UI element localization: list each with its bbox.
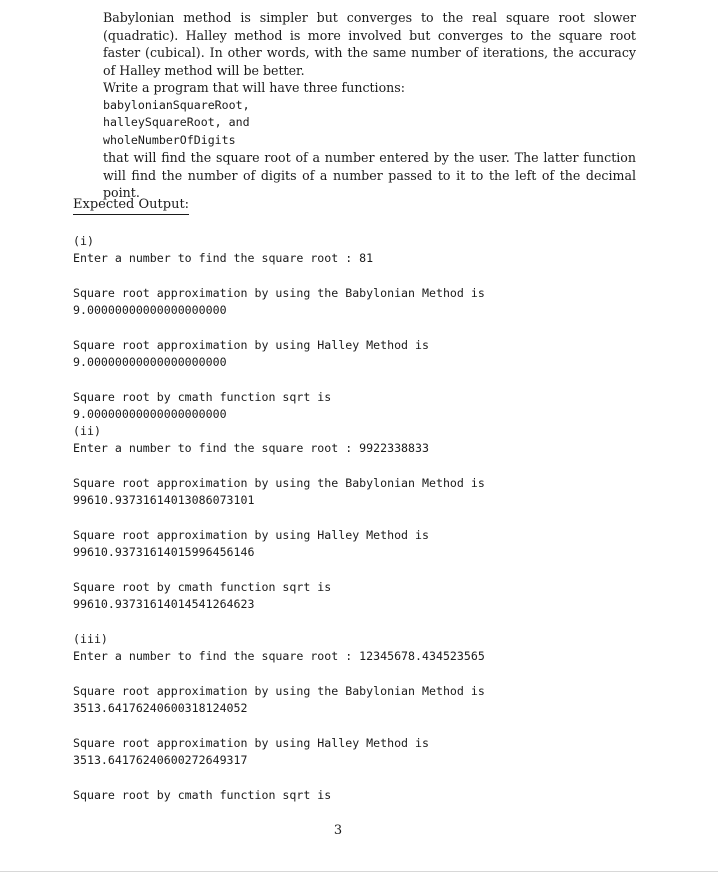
- babylonian-label: Square root approximation by using the Babylonian Method is: [73, 476, 485, 490]
- case-label: (i): [73, 234, 94, 248]
- halley-value: 99610.93731614015996456146: [73, 545, 255, 559]
- babylonian-value: 9.00000000000000000000: [73, 303, 227, 317]
- expected-output-heading: Expected Output:: [73, 196, 189, 215]
- cmath-value: 99610.93731614014541264623: [73, 597, 255, 611]
- case-label: (ii): [73, 424, 101, 438]
- input-prompt: Enter a number to find the square root : 81: [73, 251, 374, 265]
- page-number: 3: [333, 823, 343, 838]
- halley-value: 3513.64176240600272649317: [73, 753, 248, 767]
- intro-section: [103, 9, 636, 202]
- babylonian-value: 99610.93731614013086073101: [73, 493, 255, 507]
- babylonian-label: Square root approximation by using the Babylonian Method is: [73, 286, 485, 300]
- intro-paragraph: Babylonian method is simpler but converges to the real square root slower (quadratic). Halley method is more involved but converges to the square root faster (cubical). In other words, with the same number of iterations, the accuracy of Halley method will be better.: [103, 10, 636, 78]
- halley-label: Square root approximation by using Halley Method is: [73, 736, 429, 750]
- cmath-label: Square root by cmath function sqrt is: [73, 390, 332, 404]
- case-label: (iii): [73, 632, 108, 646]
- halley-label: Square root approximation by using Halley Method is: [73, 338, 429, 352]
- program-description: that will find the square root of a number entered by the user. The latter function will find the number of digits of a number passed to it to the left of the decimal point.: [103, 150, 636, 200]
- function-babylonian: babylonianSquareRoot,: [103, 97, 250, 112]
- input-prompt: Enter a number to find the square root : 12345678.434523565: [73, 649, 485, 663]
- input-prompt: Enter a number to find the square root : 9922338833: [73, 441, 429, 455]
- halley-label: Square root approximation by using Halley Method is: [73, 528, 429, 542]
- babylonian-value: 3513.64176240600318124052: [73, 701, 248, 715]
- program-instruction: Write a program that will have three functions:: [103, 80, 405, 95]
- function-digits: wholeNumberOfDigits: [103, 132, 236, 147]
- halley-value: 9.00000000000000000000: [73, 355, 227, 369]
- babylonian-label: Square root approximation by using the Babylonian Method is: [73, 684, 485, 698]
- cmath-value: 9.00000000000000000000: [73, 407, 227, 421]
- function-halley: halleySquareRoot, and: [103, 115, 250, 129]
- page-bottom-divider: [0, 871, 718, 872]
- cmath-label: Square root by cmath function sqrt is: [73, 788, 332, 802]
- cmath-label: Square root by cmath function sqrt is: [73, 580, 332, 594]
